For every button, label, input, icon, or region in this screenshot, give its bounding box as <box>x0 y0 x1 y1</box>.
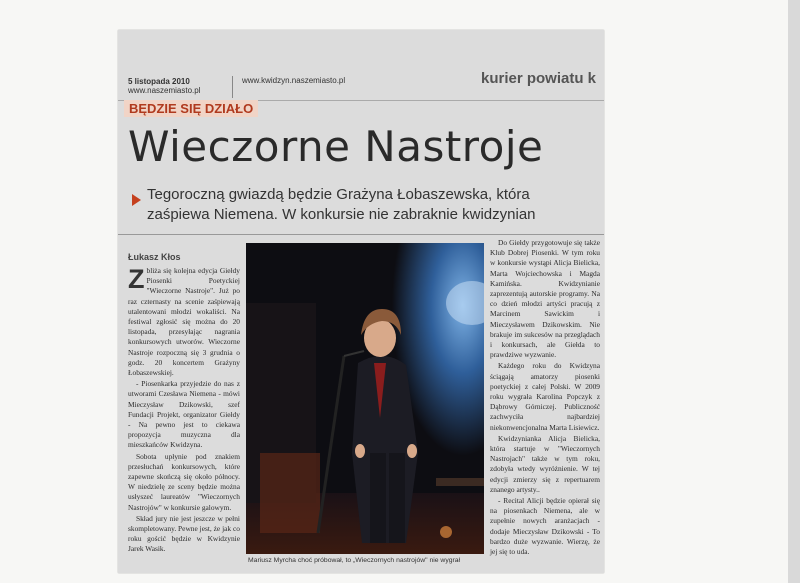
website-center: www.kwidzyn.naszemiasto.pl <box>242 76 346 85</box>
newspaper-name: kurier powiatu k <box>481 70 597 87</box>
paragraph: Skład jury nie jest jeszcze w pełni skompletowany. Pewne jest, że jak co roku gościć będzie w Kwidzynie Jarek Wasik. <box>128 513 240 554</box>
lead-line-1: Tegoroczną gwiazdą będzie Grażyna Łobaszewska, która <box>147 186 530 203</box>
arrow-icon <box>132 194 141 206</box>
photo-caption: Mariusz Myrcha choć próbował, to „Wieczornych nastrojów" nie wygrał <box>248 557 461 564</box>
singer-photo <box>246 243 484 554</box>
article-column-left <box>128 266 240 556</box>
paragraph: - Piosenkarka przyjedzie do nas z utworami Czesława Niemena - mówi Mieczysław Dzikowski, szef Fundacji Projekt, organizator Giełdy - Na pewno jest to ciekawa propozycja muzyczna dla mieszkańców Kwidzyna. <box>128 379 240 450</box>
paragraph: - Recital Alicji będzie opierał się na piosenkach Niemena, ale w zupełnie nowych aranżacjach - dodaje Mieczysław Dzikowski - To bardzo duże wyzwanie. Wierzę, że jej się to uda. <box>490 496 600 557</box>
website-left: www.naszemiasto.pl <box>128 86 201 95</box>
paragraph: Każdego roku do Kwidzyna ściągają amatorzy piosenki poetyckiej z całej Polski. W 2009 roku wygrała Karolina Popczyk z Dąbrowy Górniczej. Publiczność zachwyciła najbardziej niekonwencjonalna Marta Lisiewicz. <box>490 361 600 432</box>
issue-date: 5 listopada 2010 <box>128 77 190 86</box>
singer-photo-illustration <box>246 243 484 554</box>
drop-cap: Z <box>128 264 145 294</box>
page-header <box>118 30 604 103</box>
paragraph: Sobota upłynie pod znakiem przesłuchań konkursowych, które zapewne skończą się około północy. W niedzielę ze sceny będzie można usłyszeć laureatów "Wieczornych Nastrojów" w konkursie galowym. <box>128 451 240 512</box>
article-column-right <box>490 238 600 558</box>
author-byline: Łukasz Kłos <box>128 252 181 262</box>
paragraph: Kwidzynianka Alicja Bielicka, która startuje w "Wieczornych Nastrojach" także w tym roku, zdobyła wtedy wyróżnienie. W tej edycji zmierzy się z repertuarem znanego artysty.. <box>490 433 600 494</box>
newspaper-clipping <box>118 30 604 573</box>
paragraph: Do Giełdy przygotowuje się także Klub Dobrej Piosenki. W tym roku w konkursie wystąpi Alicja Bielicka, Marta Wojciechowska i Magda Kamińska. Kwidzynianie zaprezentują autorskie programy. Na co dzień młodzi artyści pracują z Marcinem Sawickim i Mieczysławem Dzikowskim. Nie brakuje im sukcesów na przeglądach i konkursach, ale Giełda to prawdziwe wyzwanie. <box>490 238 600 360</box>
paragraph: Zbliża się kolejna edycja Giełdy Piosenki Poetyckiej "Wieczorne Nastroje". Już po raz czternasty na scenie zaśpiewają utalentowani młodzi wokaliści. Na festiwal zgłosić się można do 20 listopada, przesyłając nagrania konkursowych utworów. Wieczorne Nastroje rozpoczną się 3 grudnia o godz. 20 koncertem Grażyny Łobaszewskiej. <box>128 264 240 378</box>
article-headline: Wieczorne Nastroje <box>128 122 544 171</box>
lead-line-2: zaśpiewa Niemena. W konkursie nie zabraknie kwidzynian <box>147 206 536 223</box>
lead-rule <box>118 234 604 235</box>
scanner-edge <box>788 0 800 583</box>
article-lead <box>147 185 592 225</box>
header-divider <box>232 76 233 98</box>
section-kicker: BĘDZIE SIĘ DZIAŁO <box>124 100 258 117</box>
